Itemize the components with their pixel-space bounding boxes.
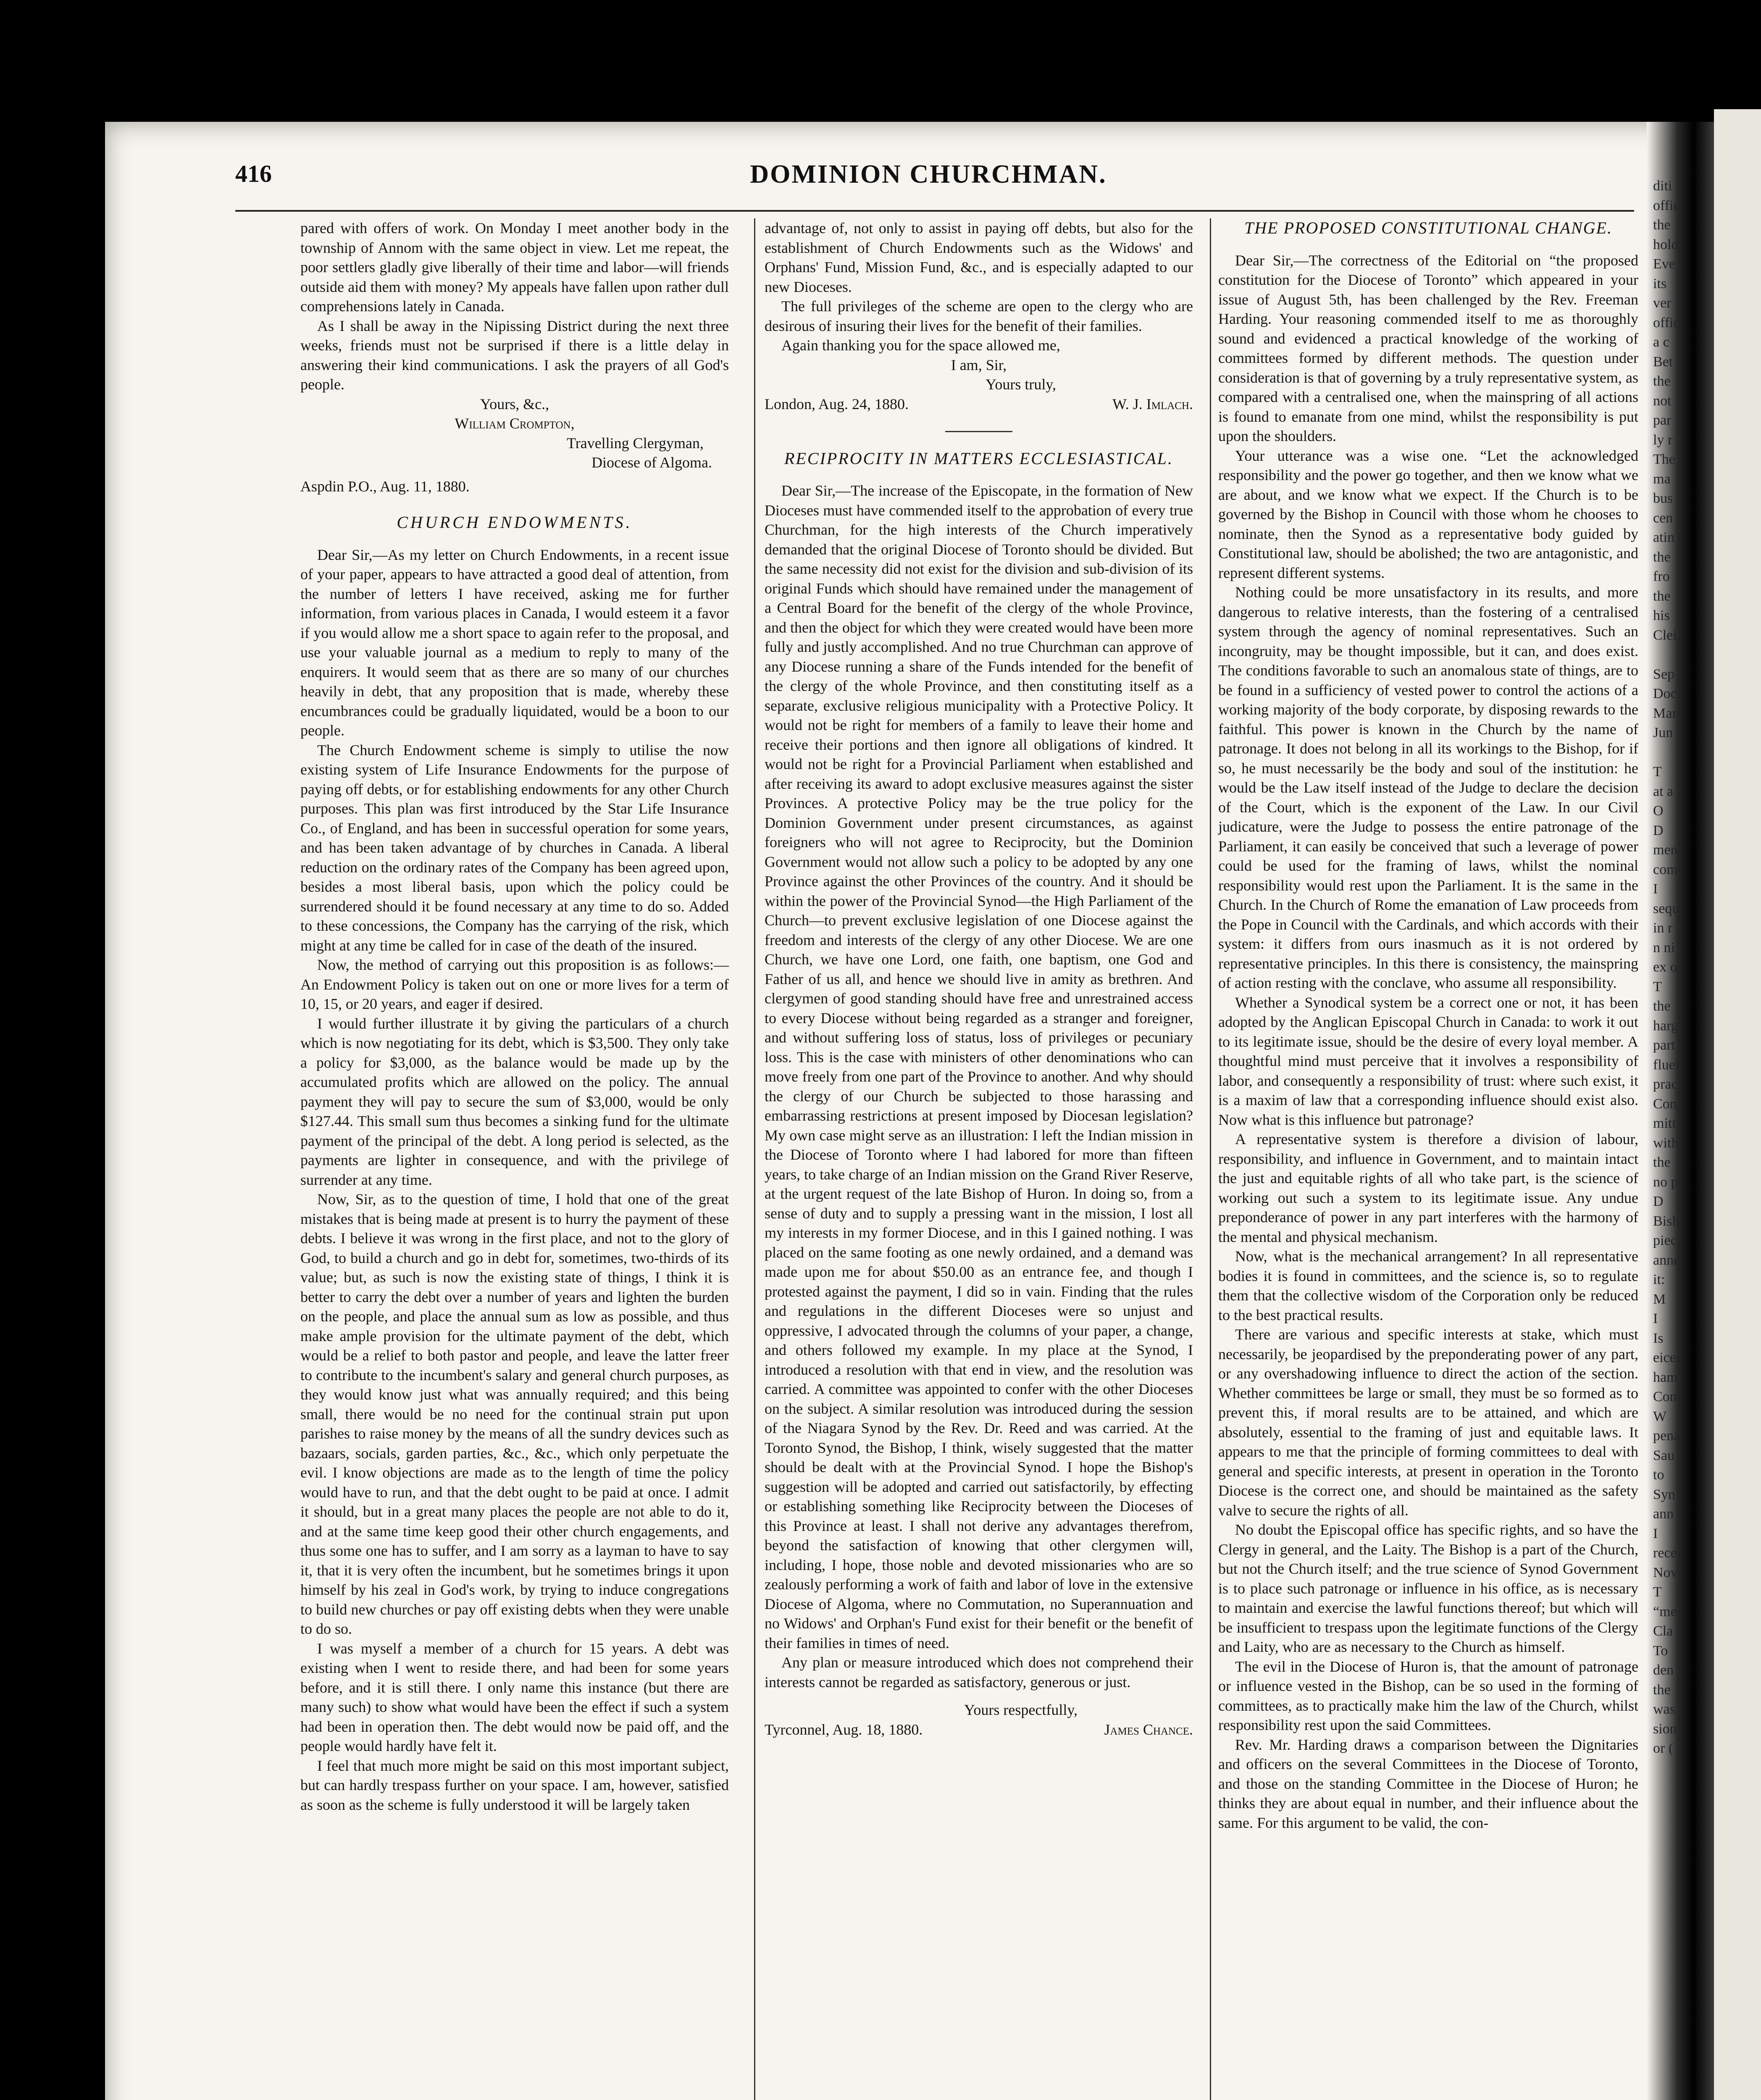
edge-fragment: diti: [1653, 178, 1672, 194]
edge-fragment: cen: [1653, 510, 1673, 526]
edge-fragment: its: [1653, 276, 1667, 291]
edge-fragment: I: [1653, 1311, 1658, 1326]
page-header: [235, 160, 1622, 206]
letter-paragraph: Again thanking you for the space allowed me,: [781, 337, 1060, 354]
column-divider-2: [1210, 218, 1211, 2100]
edge-fragment: bus: [1653, 491, 1673, 506]
edge-fragment: [1653, 645, 1712, 665]
edge-fragment: the: [1653, 588, 1671, 604]
edge-fragment: ma: [1653, 471, 1671, 487]
letter-place-date: Tyrconnel, Aug. 18, 1880.: [765, 1721, 923, 1738]
edge-fragment: Com: [1653, 1389, 1681, 1404]
edge-fragment: Bish: [1653, 1213, 1680, 1229]
letter-closing: I am, Sir,: [951, 356, 1007, 373]
edge-fragment: at a: [1653, 783, 1674, 799]
column-3: [1218, 218, 1638, 1832]
edge-fragment: The: [1653, 452, 1675, 467]
edge-fragment: offic: [1653, 315, 1680, 331]
article-paragraph: I was myself a member of a church for 15 years. A debt was existing when I went to reside there, and had been for some years before, and it is still there. I only name this instance (but there are many such) to show what would have been the effect if such a system had been in operation then. The debt would now be paid off, and the people would hardly have felt it.: [300, 1640, 729, 1754]
edge-fragment: “me: [1653, 1604, 1677, 1620]
article-paragraph: The Church Endowment scheme is simply to utilise the now existing system of Life Insurance Endowments for the purpose of paying off debts, or for establishing endowments for any other Church purposes. This plan was first introduced by the Star Life Insurance Co., of England, and has been in successful operation for some years, and has been taken advantage of by churches in Canada. A liberal reduction on the ordinary rates of the Company has been agreed upon, besides a most liberal basis, upon which the policy could be surrendered should it be found necessary at any time to do so. Added to these concessions, the Company has the carrying of the risk, which might at any time be called for in case of the death of the insured.: [300, 741, 729, 954]
edge-fragment: W: [1653, 1408, 1667, 1424]
edge-fragment: I: [1653, 1525, 1658, 1541]
edge-fragment: Mar: [1653, 705, 1677, 721]
article-heading: RECIPROCITY IN MATTERS ECCLESIASTICAL.: [784, 449, 1173, 468]
edge-fragment: prac: [1653, 1076, 1678, 1092]
edge-fragment: not: [1653, 393, 1672, 409]
page-number: 416: [235, 160, 272, 187]
column-1: [300, 218, 729, 1814]
edge-fragment: den: [1653, 1662, 1674, 1678]
column-divider-1: [754, 218, 755, 2100]
article-paragraph: Rev. Mr. Harding draws a comparison between the Dignitaries and officers on the several Committees in the Diocese of Toronto, and those on the standing Committee in the Diocese of Huron; he thinks they are about equal in number, and their influence about the same. For this argument to be valid, the con-: [1218, 1736, 1638, 1831]
article-paragraph: No doubt the Episcopal office has specific rights, and so have the Clergy in general, and the Laity. The Bishop is a part of the Church, but not the Church itself; and the true science of Synod Government is to place such patronage or influence in his office, as is necessary to maintain and exercise the lawful functions thereof; but which will be insufficient to trespass upon the legitimate functions of the Clergy and Laity, who are as necessary to the Church as himself.: [1218, 1521, 1638, 1655]
edge-fragment: in r: [1653, 920, 1673, 936]
article-paragraph: Your utterance was a wise one. “Let the acknowledged responsibility and the power go together, and then we know what we are about, and we know what we expect. If the Church is to be governed by the Bishop in Council with those whom he chooses to nominate, then the Synod as a representative body guided by Constitutional law, should be abolished; the two are antagonistic, and represent different systems.: [1218, 447, 1638, 581]
letter-closing: Yours, &c.,: [480, 395, 549, 412]
edge-fragment: a c: [1653, 334, 1669, 350]
edge-fragment: ex o: [1653, 959, 1677, 975]
edge-fragment: Nov: [1653, 1564, 1678, 1580]
edge-fragment: ly r: [1653, 432, 1673, 448]
article-paragraph: I would further illustrate it by giving the particulars of a church which is now negotiating for its debt, which is $3,500. They only take a policy for $3,000, as the balance would be made up by the accumulated profits which are allowed on the policy. The annual payment they will pay to secure the sum of $3,000, would be only $127.44. This small sum thus becomes a sinking fund for the ultimate payment of the principal of the debt. A long period is selected, as the payments are lighter in consequence, and with the privilege of surrender at any time.: [300, 1015, 729, 1188]
edge-fragment: [1653, 743, 1712, 763]
article-paragraph: Dear Sir,—The correctness of the Editorial on “the proposed constitution for the Diocese of Toronto” which appeared in your issue of August 5th, has been challenged by the Rev. Freeman Harding. Your reasoning commended itself to me as thoroughly sound and evidenced a practical knowledge of the working of committees formed by different methods. The question under consideration is that of governing by a truly representative system, as compared with a centralised one, when the mainspring of all actions is found to emanate from one mind, whilst the responsibility is put upon the shoulders.: [1218, 252, 1638, 444]
edge-fragment: T: [1653, 1584, 1662, 1600]
edge-fragment: it:: [1653, 1272, 1665, 1287]
article-paragraph: Now, Sir, as to the question of time, I hold that one of the great mistakes that is being made at present is to hurry the payment of these debts. I believe it was wrong in the first place, and not to the glory of God, to build a church and go in debt for, sometimes, two-thirds of its value; but, as such is now the existing state of things, I think it is better to carry the debt over a number of years and lighten the burden on the people, and place the annual sum as low as possible, and thus make ample provision for the ultimate payment of the debt, which would be a relief to both pastor and people, and leave the latter freer to contribute to the incumbent's salary and general church purposes, as they would know just what was annually required; and this being small, there would be no need for the continual strain put upon parishes to raise money by the means of all the sundry devices such as bazaars, socials, garden parties, &c., &c., which only perpetuate the evil. I know objections are made as to the length of time the policy would have to run, and that the debt ought to be paid at once. I admit it should, but in a great many places the people are not able to do it, and at the same time keep good their other church engagements, and thus some one has to suffer, and I am sorry as a layman to have to say it, that it is very often the incumbent, but he sometimes brings it upon himself by his zeal in God's work, by trying to induce congregations to build new churches or pay off existing debts when they were unable to do so.: [300, 1191, 729, 1637]
letter-signer: James Chance.: [1104, 1721, 1193, 1738]
edge-fragment: par: [1653, 412, 1672, 428]
edge-fragment: with: [1653, 1135, 1679, 1151]
edge-fragment: n ni: [1653, 940, 1675, 956]
publication-title: DOMINION CHURCHMAN.: [750, 160, 1107, 189]
edge-fragment: D: [1653, 1194, 1664, 1209]
edge-fragment: part: [1653, 1037, 1675, 1053]
edge-fragment: the: [1653, 373, 1671, 389]
article-paragraph: Dear Sir,—The increase of the Episcopate, in the formation of New Dioceses must have commended itself to the approbation of every true Churchman, for the high interests of the Church imperatively demanded that the original Diocese of Toronto should be divided. But the same necessity did not exist for the division and sub-division of its original Funds which should have remained under the management of a Central Board for the benefit of the clergy of the whole Province, and then the object for which they were created would have been more fully and justly accomplished. And no true Churchman can approve of any Diocese running a share of the Funds intended for the benefit of the clergy of the whole Province, and then constituting itself as a separate, exclusive religious municipality with a Protective Policy. It would not be right for members of a family to leave their home and receive their portions and then ignore all obligations of kindred. It would not be right for a Provincial Parliament when established and after receiving its award to adopt exclusive measures against the sister Provinces. A protective Policy may be the true policy for the Dominion Government under present circumstances, as against foreigners who will not agree to Reciprocity, but the Dominion Government would not allow such a policy to be adopted by any one Province against the other Provinces of the country. And it should be within the power of the Provincial Synod—the High Parliament of the Church—to prevent exclusive legislation of one Diocese against the freedom and interests of the clergy of any other Diocese. We are one Church, we have one Lord, one faith, one baptism, one God and Father of us all, and hence we should live in amity as brethren. And clergymen of good standing should have free and unrestrained access to every Diocese without being regarded as a stranger and foreigner, and without suffering loss of status, loss of privileges or pecuniary loss. This is the case with ministers of other denominations who can move freely from one part of the Province to another. And why should the clergy of our Church be subjected to those harassing and embarrassing restrictions at present imposed by Diocesan legislation? My own case might serve as an illustration: I left the Indian mission in the Diocese of Toronto where I had labored for more than fifteen years, to take charge of an Indian mission on the Grand River Reserve, at the urgent request of the late Bishop of Huron. In doing so, from a sense of duty and to supply a pressing want in the mission, I lost all my interests in my former Diocese, and in this I gained nothing. I was placed on the same footing as one newly ordained, and a demand was made upon me for about $50.00 as an entrance fee, and though I protested against the payment, I did so in vain. Finding that the rules and regulations in the different Dioceses were so unjust and oppressive, I advocated through the columns of your paper, a change, and others followed my example. In my place at the Synod, I introduced a resolution with that end in view, and the resolution was carried. A committee was appointed to confer with the other Dioceses on the subject. A similar resolution was introduced during the session of the Niagara Synod by the Rev. Dr. Reed and was carried. At the Toronto Synod, the Bishop, I think, wisely suggested that the matter should be dealt with at the Provincial Synod. I hope the Bishop's suggestion will be adopted and carried out satisfactorily, by effecting or establishing something like Reciprocity between the Dioceses of this Province at least. I shall not derive any advantages therefrom, beyond the satisfaction of knowing that other clergymen will, including, I hope, those noble and devoted missionaries who are so zealously performing a work of faith and labor of love in the extensive Diocese of Algoma, where no Commutation, no Superannuation and no Widows' and Orphan's Fund exist for their benefit or the benefit of their families in times of need.: [765, 482, 1193, 1651]
edge-fragment: to: [1653, 1467, 1664, 1483]
edge-fragment: Eve: [1653, 256, 1675, 272]
edge-fragment: the: [1653, 217, 1671, 233]
edge-fragment: eicer: [1653, 1350, 1681, 1365]
edge-fragment: Cla: [1653, 1623, 1673, 1639]
edge-fragment: or (: [1653, 1740, 1674, 1756]
letter-signer: William Crompton,: [455, 415, 575, 432]
edge-fragment: Syn: [1653, 1486, 1675, 1502]
edge-fragment: Clei: [1653, 627, 1677, 643]
edge-fragment: O: [1653, 803, 1664, 819]
letter-closing: Yours truly,: [985, 376, 1057, 393]
adjacent-page-text: [1653, 176, 1712, 2100]
edge-fragment: Is: [1653, 1330, 1664, 1346]
article-paragraph: A representative system is therefore a division of labour, responsibility, and influence in Government, and to maintain intact the just and equitable rights of all who take part, is the science of working out such a system to its legitimate issue. Any undue preponderance of power in any part interferes with the harmony of the mental and physical mechanism.: [1218, 1131, 1638, 1245]
edge-fragment: ann: [1653, 1506, 1674, 1522]
edge-fragment: mitt: [1653, 1116, 1676, 1131]
article-paragraph: I feel that much more might be said on this most important subject, but can hardly trespass further on your space. I am, however, satisfied as soon as the scheme is fully understood it will be largely taken: [300, 1757, 729, 1813]
letter-continuation: pared with offers of work. On Monday I meet another body in the township of Annom with the same object in view. Let me repeat, the poor settlers gladly give liberally of their time and labor—will friends outside aid them with money? My appeals have fallen upon rather dull comprehensions lately in Canada.: [300, 220, 729, 315]
article-paragraph: Now, what is the mechanical arrangement? In all representative bodies it is found in committees, and the science is, so to regulate them that the collective wisdom of the Corporation only be reduced to the best practical results.: [1218, 1248, 1638, 1323]
column-2: [765, 218, 1193, 1740]
article-paragraph: Whether a Synodical system be a correct one or not, it has been adopted by the Anglican Episcopal Church in Canada: to work it out to its legitimate issue, should be the desire of every loyal member. A thoughtful mind must perceive that it involves a responsibility of labor, and consequently a responsibility of trust: where such exist, it is a maxim of law that a corresponding influence should exist also. Now what is this influence but patronage?: [1218, 994, 1638, 1128]
edge-fragment: Sau: [1653, 1447, 1674, 1463]
edge-fragment: fluei: [1653, 1057, 1680, 1073]
edge-fragment: ver: [1653, 295, 1672, 311]
article-paragraph: Any plan or measure introduced which does not comprehend their interests cannot be regarded as satisfactory, generous or just.: [765, 1654, 1193, 1690]
signer-diocese: Diocese of Algoma.: [591, 454, 712, 471]
section-rule: [945, 431, 1012, 432]
letter-continuation: advantage of, not only to assist in paying off debts, but also for the establishment of Church Endowments such as the Widows' and Orphans' Fund, Mission Fund, &c., and is especially adapted to our new Dioceses.: [765, 220, 1193, 295]
edge-fragment: piec: [1653, 1233, 1677, 1248]
edge-fragment: sequ: [1653, 900, 1680, 916]
edge-fragment: Bet: [1653, 354, 1673, 370]
edge-fragment: atin: [1653, 530, 1674, 545]
edge-fragment: rece: [1653, 1545, 1677, 1561]
edge-fragment: I: [1653, 881, 1658, 897]
edge-fragment: ham: [1653, 1369, 1678, 1385]
edge-fragment: To: [1653, 1643, 1668, 1659]
article-paragraph: There are various and specific interests at stake, which must necessarily, be jeopardised by the preponderating power of any part, or any overshadowing influence to direct the action of the section. Whether committees be large or small, they must be so formed as to prevent this, if moral results are to be attained, and which are absolutely, essential to the framing of just and equitable laws. It appears to me that the principle of forming committees to deal with general and specific interests, at present in operation in the Toronto Diocese is the correct one, and should be maintained as the safety valve to secure the rights of all.: [1218, 1326, 1638, 1519]
edge-fragment: comi: [1653, 861, 1682, 877]
letter-paragraph: As I shall be away in the Nipissing District during the next three weeks, friends must not be surprised if there is a little delay in answering their kind communications. I ask the prayers of all God's people.: [300, 317, 729, 393]
edge-fragment: anne: [1653, 1252, 1680, 1268]
edge-fragment: the: [1653, 1155, 1671, 1170]
article-paragraph: Now, the method of carrying out this proposition is as follows:—An Endowment Policy is taken out on one or more lives for a term of 10, 15, or 20 years, and eager if desired.: [300, 956, 729, 1012]
edge-fragment: no p: [1653, 1174, 1678, 1190]
edge-fragment: sion: [1653, 1721, 1677, 1737]
edge-fragment: men: [1653, 842, 1678, 858]
article-paragraph: Dear Sir,—As my letter on Church Endowments, in a recent issue of your paper, appears to have attracted a good deal of attention, from the number of letters I have received, asking me for further information, from various places in Canada, I would esteem it a favor if you would allow me a short space to again refer to the proposal, and use your valuable journal as a medium to reply to many of the enquirers. It would seem that as there are so many of our churches heavily in debt, that any proposition that is made, whereby these encumbrances could be gradually liquidated, would be a boon to our people.: [300, 546, 729, 739]
edge-fragment: harg: [1653, 1018, 1678, 1034]
article-heading: THE PROPOSED CONSTITUTIONAL CHANGE.: [1244, 218, 1612, 237]
article-paragraph: Nothing could be more unsatisfactory in its results, and more dangerous to relative interests, than the fostering of a centralised system through the agency of nominal representatives. Such an incongruity, may be thought impossible, but it can, and does exist. The conditions favorable to such an anomalous state of things, are to be found in a sufficiency of vested power to control the actions of a working majority of the body corporate, by disposing rewards to the faithful. This power is known in the Church by the name of patronage. It does not belong in all its workings to the Bishop, for if so, he must necessarily be the body and soul of the institution: he would be the Law itself instead of the Judge to declare the decision of the Court, which is the exponent of the Law. In our Civil judicature, were the Judge to possess the entire patronage of the Parliament, it can easily be conceived that such a leverage of power could be used for the framing of laws, whilst the nominal responsibility would rest upon the Parliament. It is the same in the Church. In the Church of Rome the emanation of Law proceeds from the Pope in Council with the Cardinals, and which accords with their system: it differs from ours inasmuch as it is not ordered by representative principles. In this there is consistency, the mainspring of action resting with the conclave, who assume all responsibility.: [1218, 584, 1638, 991]
edge-fragment: hold: [1653, 236, 1679, 252]
edge-fragment: M: [1653, 1291, 1666, 1307]
edge-fragment: fro: [1653, 569, 1670, 584]
letter-place-date: Aspdin P.O., Aug. 11, 1880.: [300, 478, 470, 495]
edge-fragment: Jun: [1653, 725, 1673, 740]
article-paragraph: The evil in the Diocese of Huron is, that the amount of patronage or influence vested in the Bishop, can be so used in the forming of committees, as to practically make him the law of the Church, whilst responsibility rest upon the said Committees.: [1218, 1658, 1638, 1733]
adjacent-page-edge: [1714, 109, 1761, 2100]
edge-fragment: Sep: [1653, 666, 1674, 682]
edge-fragment: his: [1653, 608, 1670, 623]
signer-title: Travelling Clergyman,: [567, 434, 704, 452]
letter-closing: Yours respectfully,: [964, 1701, 1078, 1718]
edge-fragment: was: [1653, 1701, 1675, 1717]
article-heading: CHURCH ENDOWMENTS.: [397, 513, 633, 532]
edge-fragment: offic: [1653, 197, 1680, 213]
edge-fragment: Con: [1653, 1096, 1677, 1112]
letter-signer: W. J. Imlach.: [1112, 395, 1193, 412]
edge-fragment: the: [1653, 549, 1671, 565]
edge-fragment: D: [1653, 822, 1664, 838]
letter-place-date: London, Aug. 24, 1880.: [765, 396, 909, 412]
edge-fragment: T: [1653, 764, 1662, 780]
edge-fragment: pena: [1653, 1428, 1680, 1444]
header-rule: [235, 210, 1634, 212]
letter-paragraph: The full privileges of the scheme are open to the clergy who are desirous of insuring their lives for the benefit of their families.: [765, 298, 1193, 334]
edge-fragment: the: [1653, 998, 1671, 1014]
edge-fragment: T: [1653, 979, 1662, 995]
edge-fragment: the: [1653, 1682, 1671, 1698]
edge-fragment: Doc: [1653, 686, 1677, 701]
